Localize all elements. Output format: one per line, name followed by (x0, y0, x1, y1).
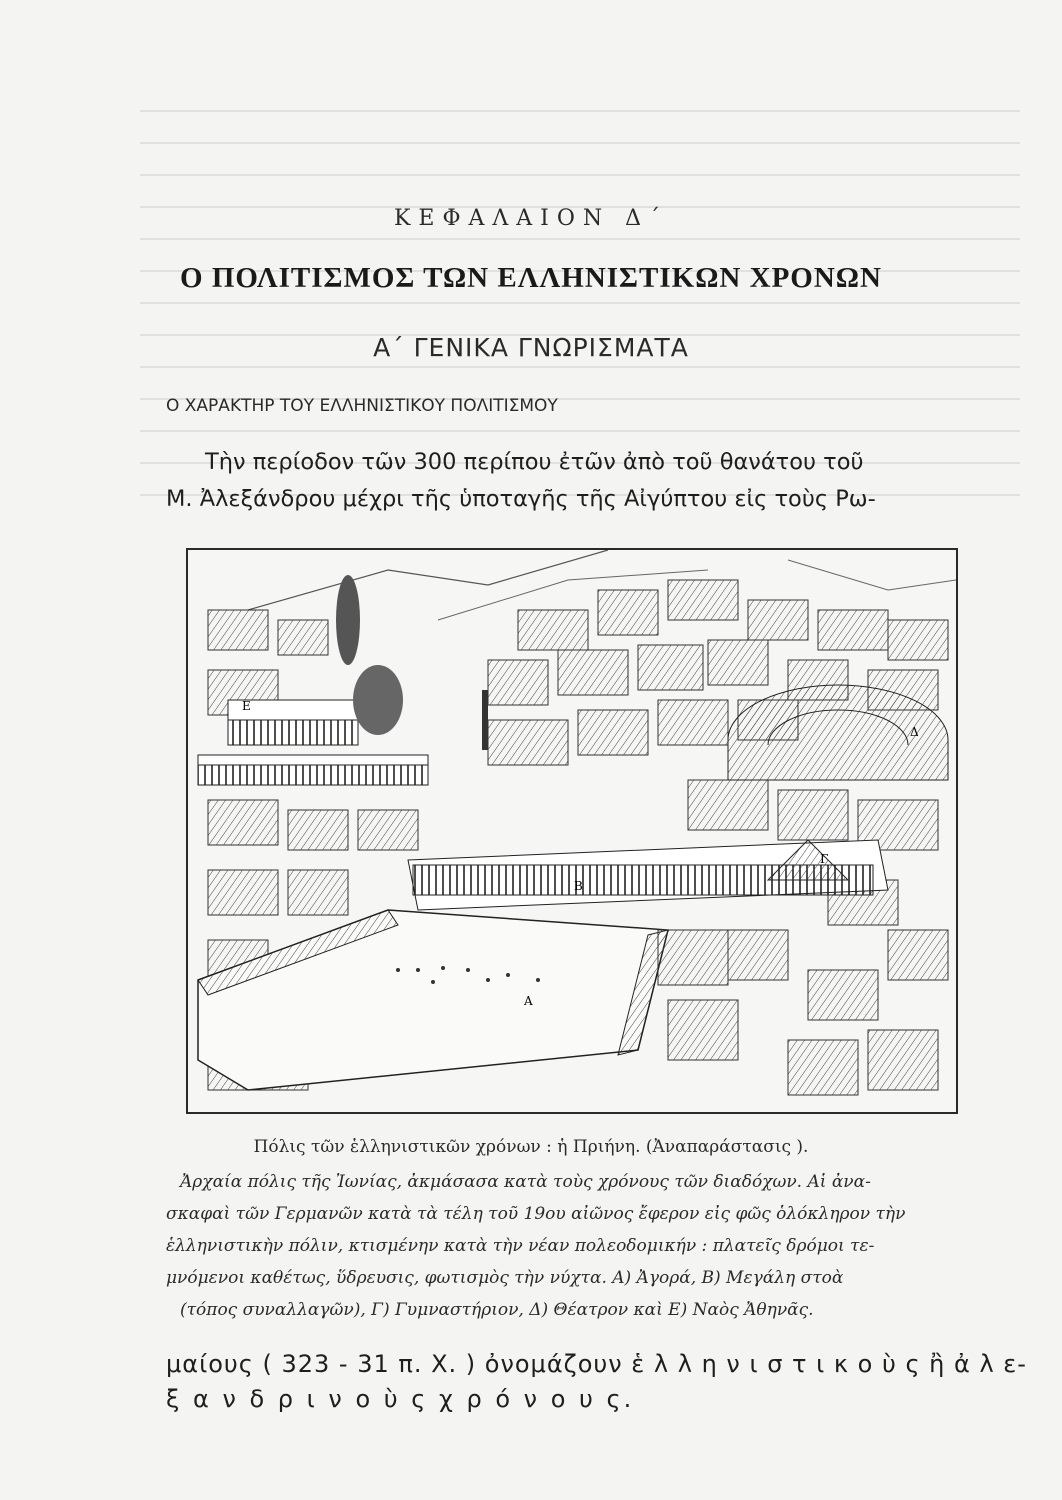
chapter-heading: ΚΕΦΑΛΑΙΟΝ Δ΄ (393, 206, 669, 231)
label-stoa: Β (574, 879, 583, 893)
main-title: Ο ΠΟΛΙΤΙΣΜΟΣ ΤΩΝ ΕΛΛΗΝΙΣΤΙΚΩΝ ΧΡΟΝΩΝ (180, 262, 882, 294)
paragraph-continued-line-1: μαίους ( 323 - 31 π. Χ. ) ὀνομάζουν ἑ λ λ η ν ι σ τ ι κ ο ὺ ς ἢ ἀ λ ε- (166, 1350, 1027, 1378)
label-gymnasium: Γ (820, 852, 829, 866)
figure-caption: Πόλις τῶν ἑλληνιστικῶν χρόνων : ἡ Πριήνη. (Ἀναπαράστασις ). (253, 1137, 809, 1157)
caption-note-line-1: Ἀρχαία πόλις τῆς Ἰωνίας, ἀκμάσασα κατὰ τοὺς χρόνους τῶν διαδόχων. Αἱ ἀνα- (180, 1172, 871, 1192)
paragraph-line-1: Τὴν περίοδον τῶν 300 περίπου ἐτῶν ἀπὸ τοῦ θανάτου τοῦ (205, 449, 864, 475)
subsection-title: Ο ΧΑΡΑΚΤΗΡ ΤΟΥ ΕΛΛΗΝΙΣΤΙΚΟΥ ΠΟΛΙΤΙΣΜΟΥ (166, 396, 558, 416)
city-illustration (186, 548, 958, 1114)
label-agora: Α (524, 994, 533, 1008)
label-temple: Ε (242, 699, 251, 713)
bleed-through-texture (140, 90, 1020, 510)
caption-note-line-5: (τόπος συναλλαγῶν), Γ) Γυμναστήριον, Δ) Θέατρον καὶ Ε) Ναὸς Ἀθηνᾶς. (180, 1300, 814, 1320)
caption-note-line-3: ἑλληνιστικὴν πόλιν, κτισμένην κατὰ τὴν νέαν πολεοδομικήν : πλατεῖς δρόμοι τε- (166, 1236, 875, 1256)
priene-reconstruction-drawing (188, 550, 956, 1112)
paragraph-line-2: Μ. Ἀλεξάνδρου μέχρι τῆς ὑποταγῆς τῆς Αἰγύπτου εἰς τοὺς Ρω- (166, 486, 876, 512)
section-title: Α΄ ΓΕΝΙΚΑ ΓΝΩΡΙΣΜΑΤΑ (373, 333, 689, 362)
caption-note-line-4: μνόμενοι καθέτως, ὕδρευσις, φωτισμὸς τὴν νύχτα. Α) Ἀγορά, Β) Μεγάλη στοὰ (166, 1268, 844, 1288)
label-theatre: Δ (910, 725, 919, 739)
paragraph-continued-line-2: ξ α ν δ ρ ι ν ο ὺ ς χ ρ ό ν ο υ ς. (166, 1385, 635, 1413)
caption-note-line-2: σκαφαὶ τῶν Γερμανῶν κατὰ τὰ τέλη τοῦ 19ου αἰῶνος ἔφερον εἰς φῶς ὁλόκληρον τὴν (166, 1204, 906, 1224)
